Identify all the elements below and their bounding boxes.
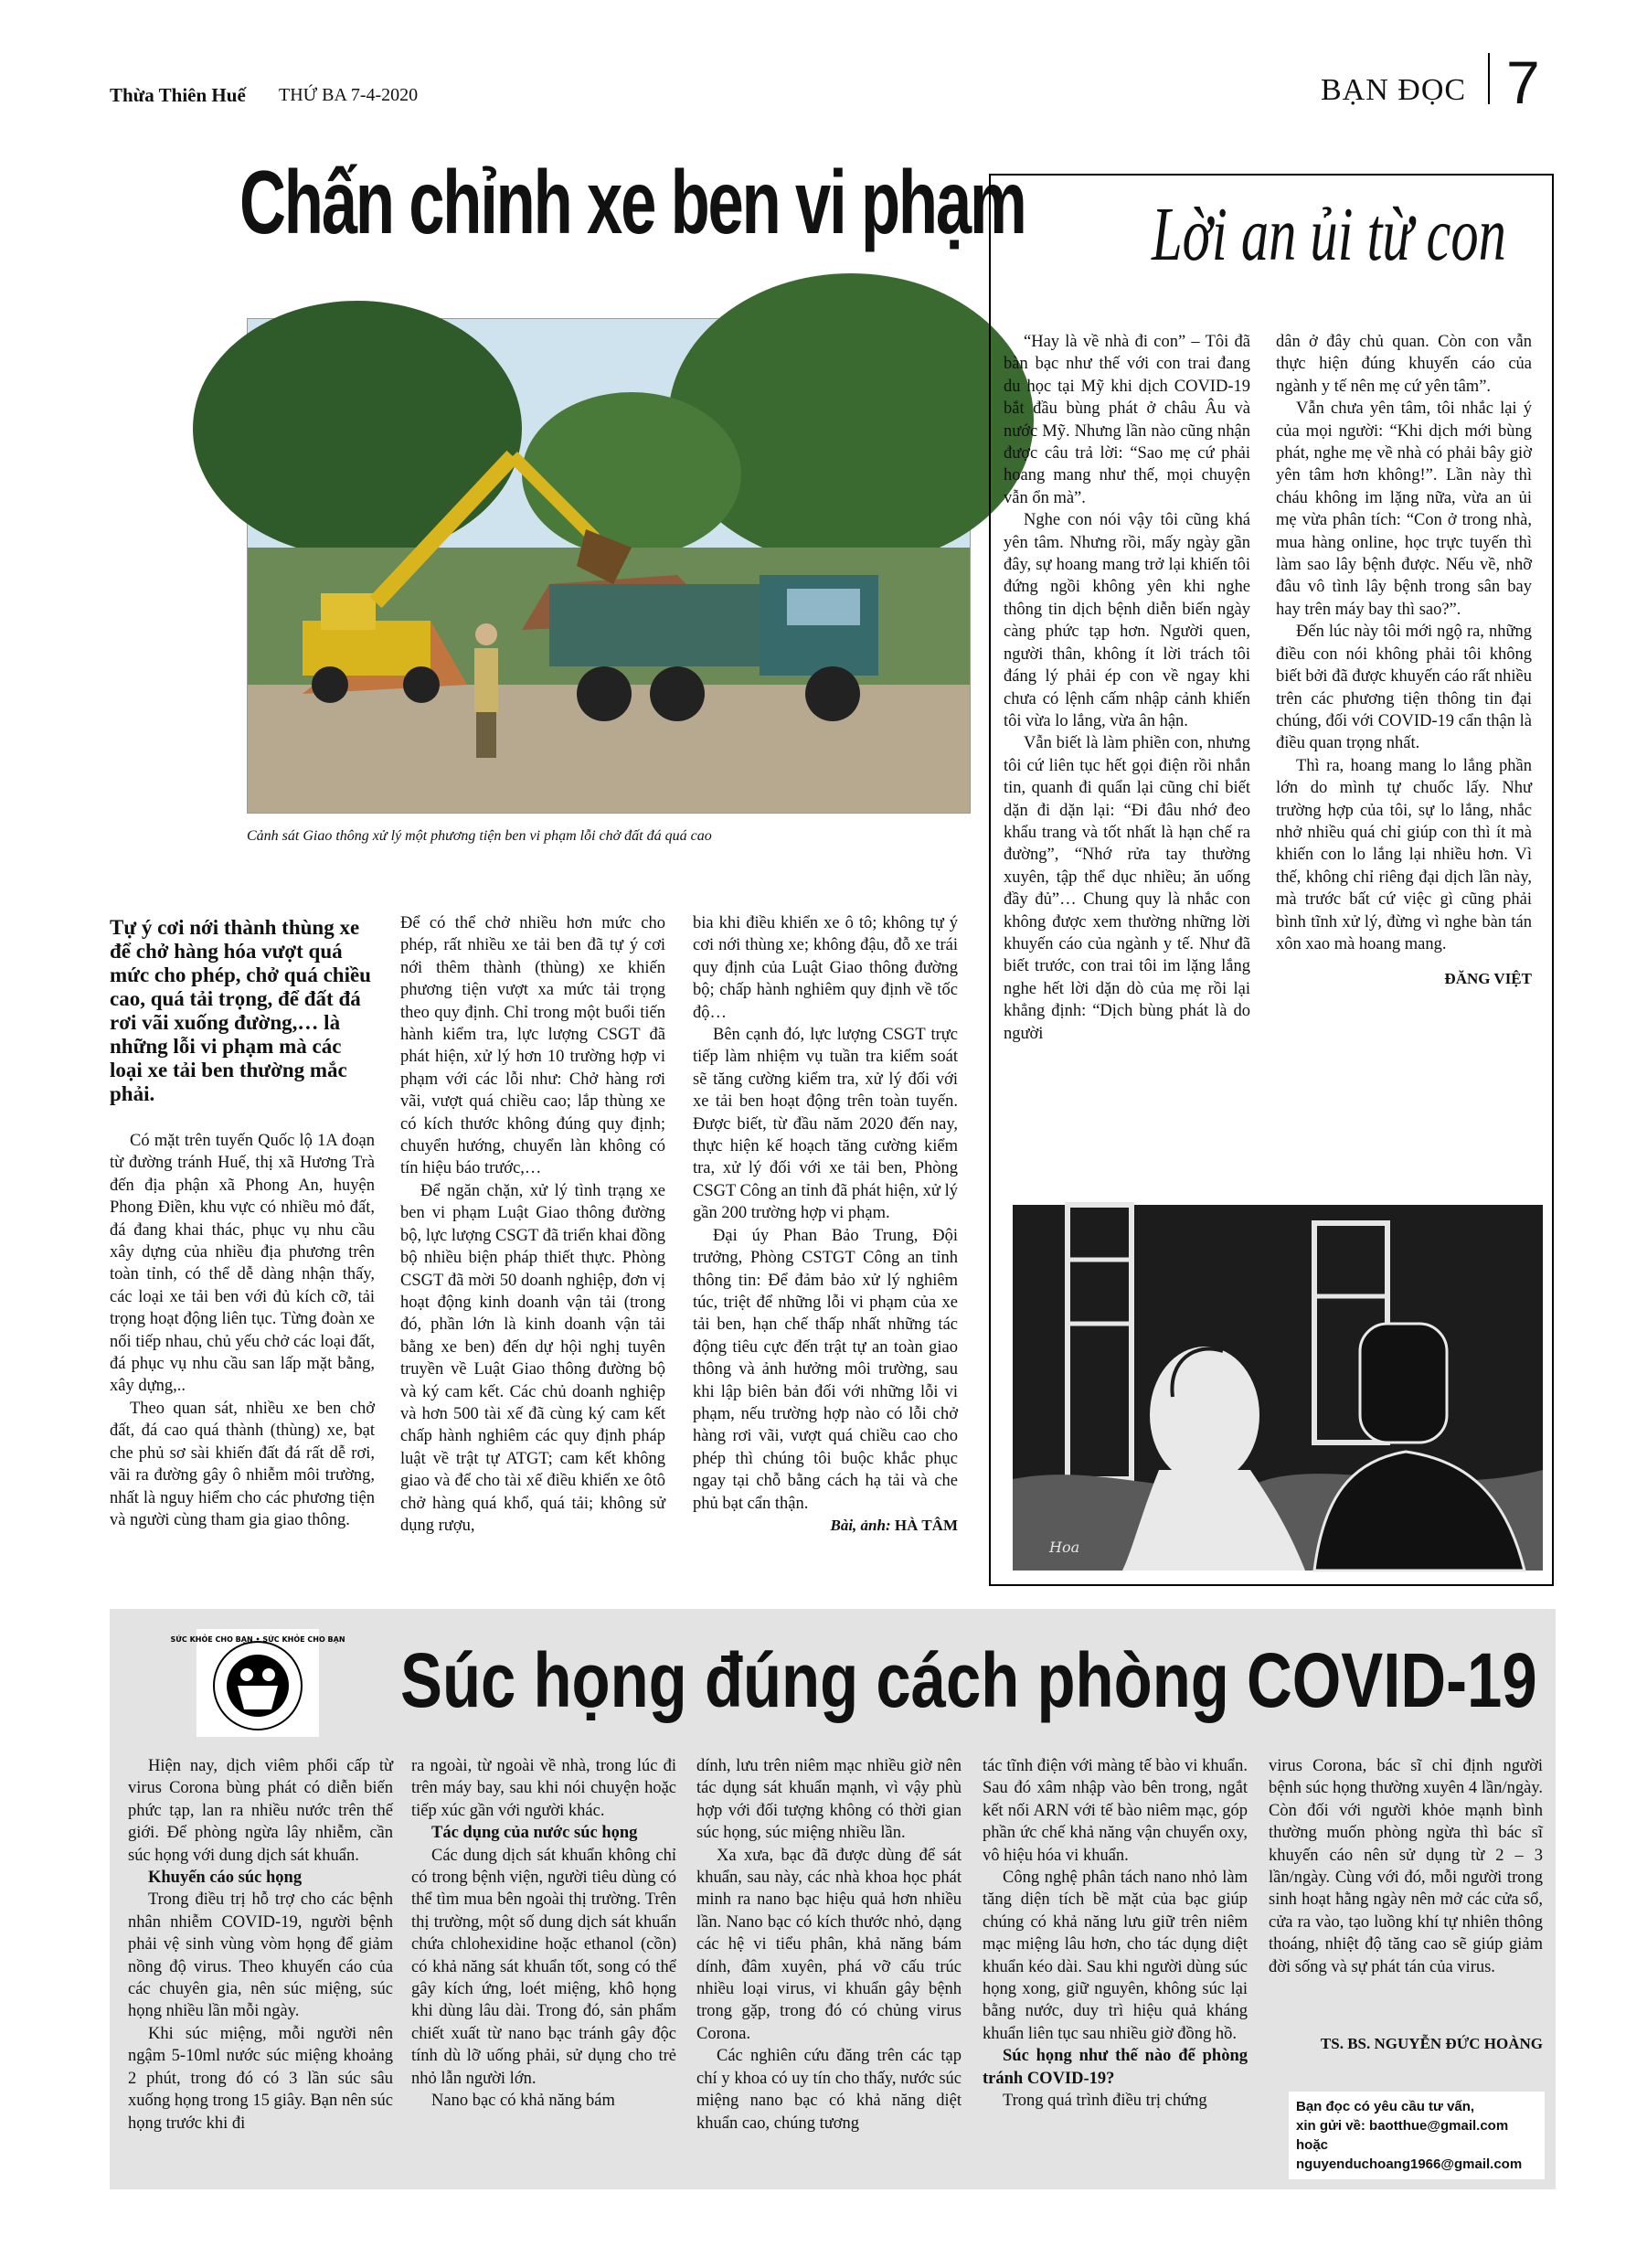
article2-byline: ĐĂNG VIỆT	[1444, 970, 1532, 988]
byline-label: Bài, ảnh:	[830, 1516, 891, 1534]
paragraph: Khi súc miệng, mỗi người nên ngậm 5-10ml nước súc miệng khoảng 2 phút, trong đó có 3 lần súc sâu xuống họng trong 15 giây. Bạn nên súc họng trước khi đi	[128, 2024, 393, 2133]
article1-column-3	[693, 912, 958, 1537]
paragraph: Các nghiên cứu đăng trên các tạp chí y khoa có uy tín cho thấy, nước súc miệng nano bạc có khả năng diệt khuẩn cao, chúng tương	[696, 2047, 962, 2133]
health-logo-icon	[170, 1629, 345, 1737]
paragraph: Nghe con nói vậy tôi cũng khá yên tâm. Nhưng rồi, mấy ngày gần đây, sự hoang mang trở lại khiến tôi đứng ngồi không yên khi nghe thông tin dịch bệnh diễn biến ngày càng phức tạp hơn. Người quen, người thân, không ít lời trách tôi đáng lý phải ép con về ngay khi chưa có lệnh cấm nhập cảnh khiến tôi vừa lo lắng, vừa ân hận.	[1004, 511, 1250, 730]
masthead-divider	[1488, 53, 1490, 104]
contact-box	[1289, 2092, 1545, 2179]
paragraph: Đến lúc này tôi mới ngộ ra, những điều con nói không phải tôi không biết bởi đã được khuyến cáo rất nhiều trên các phương tiện thông tin đại chúng, đối với COVID-19 cẩn thận là điều quan trọng nhất.	[1276, 623, 1532, 753]
byline-name: HÀ TÂM	[894, 1516, 958, 1534]
article-title-comfort: Lời an ủi từ con	[1152, 192, 1506, 277]
illustration-drawing	[1013, 1205, 1543, 1571]
paragraph: Hiện nay, dịch viêm phổi cấp từ virus Corona bùng phát có diễn biến phức tạp, lan ra nhiều nước trên thế giới. Để phòng ngừa lây nhiễm, cần súc họng với dung dịch sát khuẩn.	[128, 1757, 393, 1865]
article1-byline	[693, 1515, 958, 1537]
article3-column-5	[1269, 1755, 1543, 1978]
subheading: Súc họng như thế nào để phòng tránh COVID-19?	[983, 2047, 1248, 2088]
page-number: 7	[1506, 48, 1540, 116]
article1-column-1	[110, 1130, 375, 1531]
illustration-mother-son	[1013, 1205, 1543, 1571]
paragraph: Để có thể chở nhiều hơn mức cho phép, rất nhiều xe tải ben đã tự ý cơi nới thêm thành (thùng) xe khiến phương tiện vượt xa mức tải trọng theo quy định. Chỉ trong một buổi tiến hành kiểm tra, lực lượng CSGT đã phát hiện, xử lý hơn 10 trường hợp vi phạm với các lỗi như: Chở hàng rơi vãi, vượt quá chiều cao; lắp thùng xe có kích thước không đúng quy định; chuyển hướng, chuyển làn không có tín hiệu báo trước,…	[400, 914, 665, 1178]
article3-column-1	[128, 1755, 393, 2135]
article-lead: Tự ý cơi nới thành thùng xe để chở hàng hóa vượt quá mức cho phép, chở quá chiều cao, quá tải trọng, để đất đá rơi vãi xuống đường,… là những lỗi vi phạm mà các loại xe tải ben thường mắc phải.	[110, 916, 371, 1105]
masthead-paper-name: Thừa Thiên Huế	[110, 84, 246, 106]
paragraph: ra ngoài, từ ngoài về nhà, trong lúc đi trên máy bay, sau khi nói chuyện hoặc tiếp xúc gần với người khác.	[411, 1757, 676, 1820]
paragraph: Có mặt trên tuyến Quốc lộ 1A đoạn từ đường tránh Huế, thị xã Hương Trà đến địa phận xã Phong An, huyện Phong Điền, khu vực có nhiều mỏ đất, đá đang khai thác, phục vụ nhu cầu xây dựng của nhiều địa phương trên toàn tỉnh, có thể dễ dàng nhận thấy, các loại xe tải ben với đủ kích cỡ, tải trọng hoạt động liên tục. Từng đoàn xe nối tiếp nhau, chủ yếu chở các loại đất, đá phục vụ nhu cầu san lấp mặt bằng, xây dựng,..	[110, 1132, 375, 1396]
paragraph: Công nghệ phân tách nano nhỏ làm tăng diện tích bề mặt của bạc giúp chúng có khả năng lưu giữ trên niêm mạc miệng lâu hơn, cho tác dụng diệt khuẩn kéo dài. Sau khi người dùng súc họng xong, giữ nguyên, không súc lại bằng nước, duy trì hiệu quả kháng khuẩn liên tục sau nhiều giờ đồng hồ.	[983, 1869, 1248, 2043]
health-logo	[170, 1629, 345, 1737]
article1-column-2	[400, 912, 665, 1537]
paragraph: Đại úy Phan Bảo Trung, Đội trưởng, Phòng CSTGT Công an tỉnh thông tin: Để đảm bảo xử lý nghiêm túc, triệt để những lỗi vi phạm của xe tải ben, hạn chế thấp nhất những tác động tiêu cực đến trật tự an toàn giao thông và ảnh hưởng môi trường, sau khi lập biên bản đối với những lỗi vi phạm, nếu trường hợp nào có lỗi chở hàng rơi vãi, vượt quá chiều cao cho phép thì chúng tôi buộc khắc phục ngay tại chỗ bằng cách hạ tải và che phủ bạt cẩn thận.	[693, 1226, 958, 1513]
contact-line-3[interactable]: hoặc nguyenduchoang1966@gmail.com	[1296, 2137, 1523, 2172]
article3-byline: TS. BS. NGUYỄN ĐỨC HOÀNG	[1320, 2035, 1543, 2052]
photo-excavator-truck	[247, 318, 971, 814]
article3-column-2	[411, 1755, 676, 2113]
paragraph: Thì ra, hoang mang lo lắng phần lớn do mình tự chuốc lấy. Như trường hợp của tôi, sự lo lắng, nhắc nhở nhiều quá chỉ giúp con thì ít mà khiến con lo lắng lại nhiều hơn. Vì thế, không chỉ riêng đại dịch lần này, mà trước bất cứ việc gì cũng phải bình tĩnh xử lý, đừng vì nghe bàn tán xôn xao mà hoang mang.	[1276, 756, 1532, 953]
contact-line-1: Bạn đọc có yêu cầu tư vấn,	[1296, 2099, 1475, 2114]
article-title-truck: Chấn chỉnh xe ben vi phạm	[239, 152, 1025, 252]
article3-column-4	[983, 1755, 1248, 2113]
paragraph: Bên cạnh đó, lực lượng CSGT trực tiếp làm nhiệm vụ tuần tra kiểm soát sẽ tăng cường kiểm tra, xử lý đối với xe tải ben hoạt động trên toàn tuyến. Được biết, từ đầu năm 2020 đến nay, thực hiện kế hoạch tăng cường kiểm tra, xử lý đối với xe tải ben, Phòng CSGT Công an tỉnh đã phát hiện, xử lý gần 200 trường hợp vi phạm.	[693, 1026, 958, 1223]
paragraph: dính, lưu trên niêm mạc nhiều giờ nên tác dụng sát khuẩn mạnh, vì vậy phù hợp với đối tượng không có thời gian súc họng, súc miệng nhiều lần.	[696, 1757, 962, 1843]
paragraph: Các dung dịch sát khuẩn không chỉ có trong bệnh viện, người tiêu dùng có thể tìm mua bên ngoài thị trường. Trên thị trường, một số dung dịch sát khuẩn chứa chlohexidine hoặc ethanol (cồn) có khả năng sát khuẩn tốt, song có thể gây kích ứng, loét miệng, khô họng khi dùng lâu dài. Trong đó, sản phẩm chiết xuất từ nano bạc tránh gây độc tính dù lỡ uống phải, sử dụng cho trẻ nhỏ lẫn người lớn.	[411, 1846, 676, 2088]
article-title-gargle: Súc họng đúng cách phòng COVID-19	[400, 1637, 1537, 1723]
article2-column-1	[1004, 331, 1250, 1045]
paragraph: Trong quá trình điều trị chứng	[1003, 2092, 1207, 2111]
subheading: Tác dụng của nước súc họng	[431, 1824, 638, 1843]
contact-line-2[interactable]: xin gửi về: baotthue@gmail.com	[1296, 2118, 1509, 2134]
paragraph: bia khi điều khiển xe ô tô; không tự ý cơi nới thùng xe; không đậu, đỗ xe trái quy định của Luật Giao thông đường bộ; chấp hành nghiêm quy định về tốc độ…	[693, 914, 958, 1022]
paragraph: Nano bạc có khả năng bám	[431, 2092, 615, 2111]
paragraph: Vẫn chưa yên tâm, tôi nhắc lại ý của mọi người: “Khi dịch mới bùng phát, nghe mẹ về nhà có phải bây giờ yên tâm hơn không!”. Lần này thì cháu không im lặng nữa, vừa an ủi mẹ vừa phân tích: “Con ở trong nhà, mua hàng online, học trực tuyến thì làm sao lây bệnh được. Nếu về, nhỡ đâu vô tình lây bệnh trong sân bay hay trên máy bay thì sao?”.	[1276, 399, 1532, 619]
subheading: Khuyến cáo súc họng	[148, 1869, 303, 1888]
paragraph: virus Corona, bác sĩ chỉ định người bệnh súc họng thường xuyên 4 lần/ngày. Còn đối với người khỏe mạnh bình thường muốn phòng ngừa thì bác sĩ khuyến cáo nên sử dụng từ 2 – 3 lần/ngày. Cùng với đó, mỗi người trong sinh hoạt hằng ngày nên mở các cửa sổ, cửa ra vào, tạo luồng khí tự nhiên thông thoáng, nhiệt độ tăng cao sẽ giúp giảm đời sống và sự phát tán của virus.	[1269, 1757, 1543, 1976]
section-name: BẠN ĐỌC	[1321, 73, 1467, 107]
paragraph: Để ngăn chặn, xử lý tình trạng xe ben vi phạm Luật Giao thông đường bộ, lực lượng CSGT đã triển khai đồng bộ nhiều biện pháp thiết thực. Phòng CSGT đã mời 50 doanh nghiệp, đơn vị hoạt động kinh doanh vận tải (trong đó, phần lớn là kinh doanh vận tải bằng xe ben) đến dự hội nghị tuyên truyền về Luật Giao thông đường bộ và ký cam kết. Các chủ doanh nghiệp và hơn 500 tài xế đã cùng ký cam kết chấp hành nghiêm các quy định pháp luật về trật tự ATGT; cam kết không giao và để cho tài xế điều khiển xe ôtô chở hàng quá khổ, quá tải; không sử dụng rượu,	[400, 1181, 665, 1535]
paragraph: “Hay là về nhà đi con” – Tôi đã bàn bạc như thế với con trai đang du học tại Mỹ khi dịch COVID-19 bắt đầu bùng phát ở châu Âu và nước Mỹ. Nhưng lần nào cũng nhận được câu trả lời: “Sao mẹ cứ phải hoang mang như thế, mọi chuyện vẫn ổn mà”.	[1004, 333, 1250, 507]
illustration-signature: Hoa	[1049, 1539, 1080, 1556]
paragraph: tác tĩnh điện với màng tế bào vi khuẩn. Sau đó xâm nhập vào bên trong, ngắt kết nối ARN với tế bào niêm mạc, góp phần ức chế khả năng vận chuyển oxy, vô hiệu hóa vi khuẩn.	[983, 1757, 1248, 1865]
article2-column-2	[1276, 331, 1532, 991]
masthead-date: THỨ BA 7-4-2020	[279, 85, 419, 105]
paragraph: dân ở đây chủ quan. Còn con vẫn thực hiện đúng khuyến cáo của ngành y tế nên mẹ cứ yên tâm”.	[1276, 333, 1532, 396]
article3-column-3	[696, 1755, 962, 2135]
paragraph: Xa xưa, bạc đã được dùng để sát khuẩn, sau này, các nhà khoa học phát minh ra nano bạc hiệu quả hơn nhiều lần. Nano bạc có kích thước nhỏ, dạng các hệ vi tiểu phân, khả năng bám dính, đâm xuyên, phá vỡ cấu trúc nhiều loại virus, vi khuẩn gây bệnh trong gặp, trong đó có chủng virus Corona.	[696, 1846, 962, 2043]
paragraph: Vẫn biết là làm phiền con, nhưng tôi cứ liên tục hết gọi điện rồi nhắn tin, quanh đi quẩn lại cũng chỉ biết dặn đi dặn lại: “Đi đâu nhớ đeo khẩu trang và tốt nhất là hạn chế ra đường”, “Nhớ rửa tay thường xuyên, tập thể dục nhiều; ăn uống đầy đủ”… Chung quy là nhắc con không được xem thường những lời khuyến cáo của ngành y tế. Như đã biết trước, con trai tôi im lặng lắng nghe hết lời dặn dò của mẹ rồi lại khẳng định: “Dịch bùng phát là do người	[1004, 734, 1250, 1043]
photo-caption: Cảnh sát Giao thông xử lý một phương tiện ben vi phạm lỗi chở đất đá quá cao	[247, 828, 712, 844]
paragraph: Theo quan sát, nhiều xe ben chở đất, đá cao quá thành (thùng) xe, bạt che phủ sơ sài khiến đất đá rất dễ rơi, vãi ra đường gây ô nhiễm môi trường, nhất là nguy hiểm cho các phương tiện và người cùng tham gia giao thông.	[110, 1399, 375, 1529]
photo-excavator-truck-image	[248, 319, 970, 813]
health-logo-text: SỨC KHỎE CHO BẠN • SỨC KHỎE CHO BẠN	[170, 1635, 345, 1644]
paragraph: Trong điều trị hỗ trợ cho các bệnh nhân nhiễm COVID-19, người bệnh phải vệ sinh vùng vòm họng để giảm nồng độ virus. Theo khuyến cáo của các chuyên gia, nên súc miệng, súc họng nhiều lần mỗi ngày.	[128, 1890, 393, 2021]
